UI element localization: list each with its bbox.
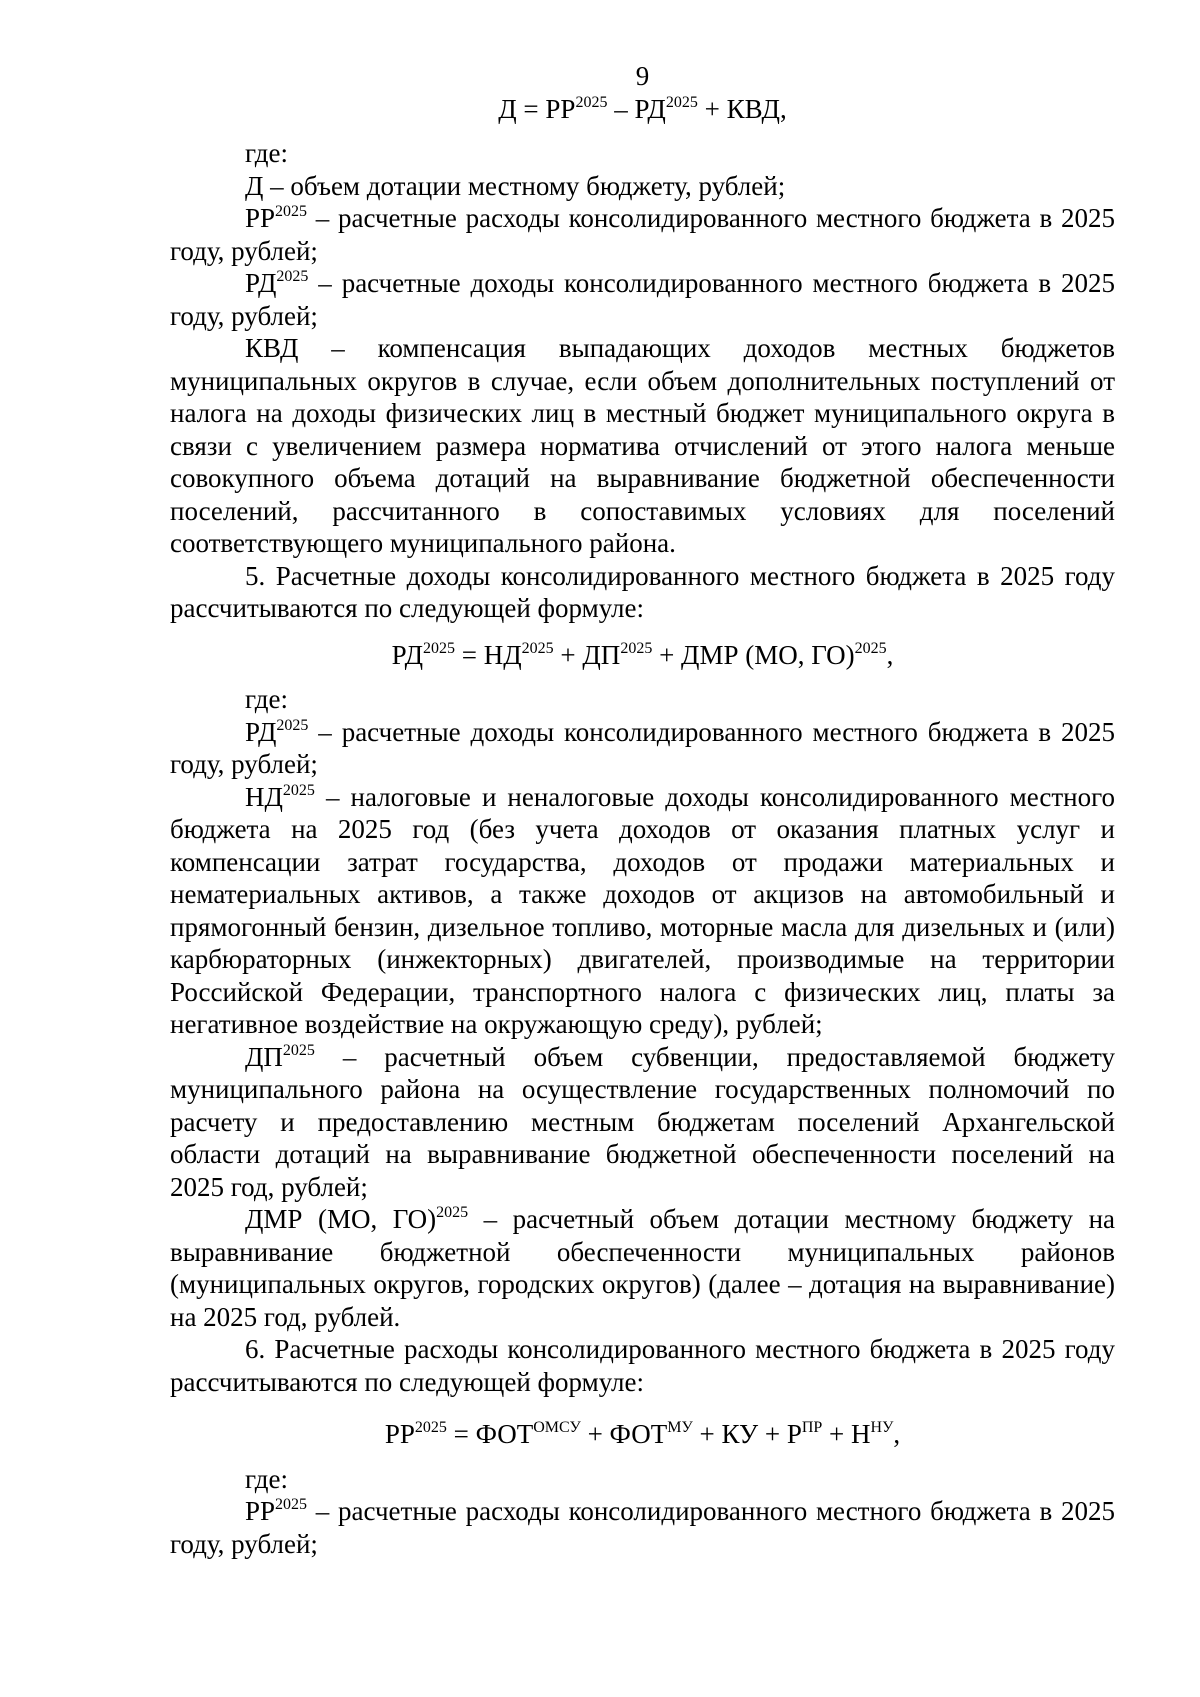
definition-kvd: КВД – компенсация выпадающих доходов местных бюджетов муниципальных округов в случае, если объем дополнительных поступлений от налога на доходы физических лиц в местный бюджет муниципального округа в связи с увеличением размера норматива отчислений от этого налога меньше совокупного объема дотаций на выравнивание бюджетной обеспеченности поселений, рассчитанного в сопоставимых условиях для поселений соответствующего муниципального района. [170,333,1115,558]
where-label: где: [245,1463,288,1494]
definition-rr: $РР^{2025}$ – расчетные расходы консолидированного местного бюджета в 2025 году, рублей; [170,1496,1115,1559]
page-number: 9 [635,61,650,91]
formula-revenue: $РД^{2025} = НД^{2025} + ДП^{2025}$ + ДМР (МО, ГО)$^{2025}$, [391,639,894,670]
item-5: 5. Расчетные доходы консолидированного местного бюджета в 2025 году рассчитываются по следующей формуле: [170,560,1115,623]
where-label: где: [245,684,288,714]
formula-expenses: $РР^{2025} = ФОТ^{ОМСУ} + ФОТ^{МУ}$ + КУ + $Р^{ПР} + Н^{НУ}$, [384,1419,901,1449]
definition-rd: $РД^{2025}$ – расчетные доходы консолидированного местного бюджета в 2025 году, рублей; [170,716,1115,779]
definition-d: Д – объем дотации местному бюджету, рублей; [245,170,786,201]
definition-rr: $РР^{2025}$ – расчетные расходы консолидированного местного бюджета в 2025 году, рублей; [170,203,1115,266]
definition-dmr: ДМР (МО, ГО)$^{2025}$ – расчетный объем дотации местному бюджету на выравнивание бюджетной обеспеченности муниципальных районов (муниципальных округов, городских округов) (далее – дотация на выравнивание) на 2025 год, рублей. [170,1204,1116,1332]
formula-dotation: $Д = РР^{2025} - РД^{2025}$ + КВД, [498,93,787,124]
definition-rd: $РД^{2025}$ – расчетные доходы консолидированного местного бюджета в 2025 году, рублей; [170,268,1115,331]
document-page [170,60,1115,1560]
definition-dp: $ДП^{2025}$ – расчетный объем субвенции, предоставляемой бюджету муниципального района на осуществление государственных полномочий по расчету и предоставлению местным бюджетам поселений Архангельской области дотаций на выравнивание бюджетной обеспеченности поселений на 2025 год, рублей; [170,1041,1115,1202]
definition-nd: $НД^{2025}$ – налоговые и неналоговые доходы консолидированного местного бюджета на 2025 год (без учета доходов от оказания платных услуг и компенсации затрат государства, доходов от продажи материальных и нематериальных активов, а также доходов от акцизов на автомобильный и прямогонный бензин, дизельное топливо, моторные масла для дизельных и (или) карбюраторных (инжекторных) двигателей, производимые на территории Российской Федерации, транспортного налога с физических лиц, платы за негативное воздействие на окружающую среду), рублей; [170,781,1115,1039]
item-6: 6. Расчетные расходы консолидированного местного бюджета в 2025 году рассчитываются по следующей формуле: [170,1334,1115,1397]
where-label: где: [245,138,288,168]
